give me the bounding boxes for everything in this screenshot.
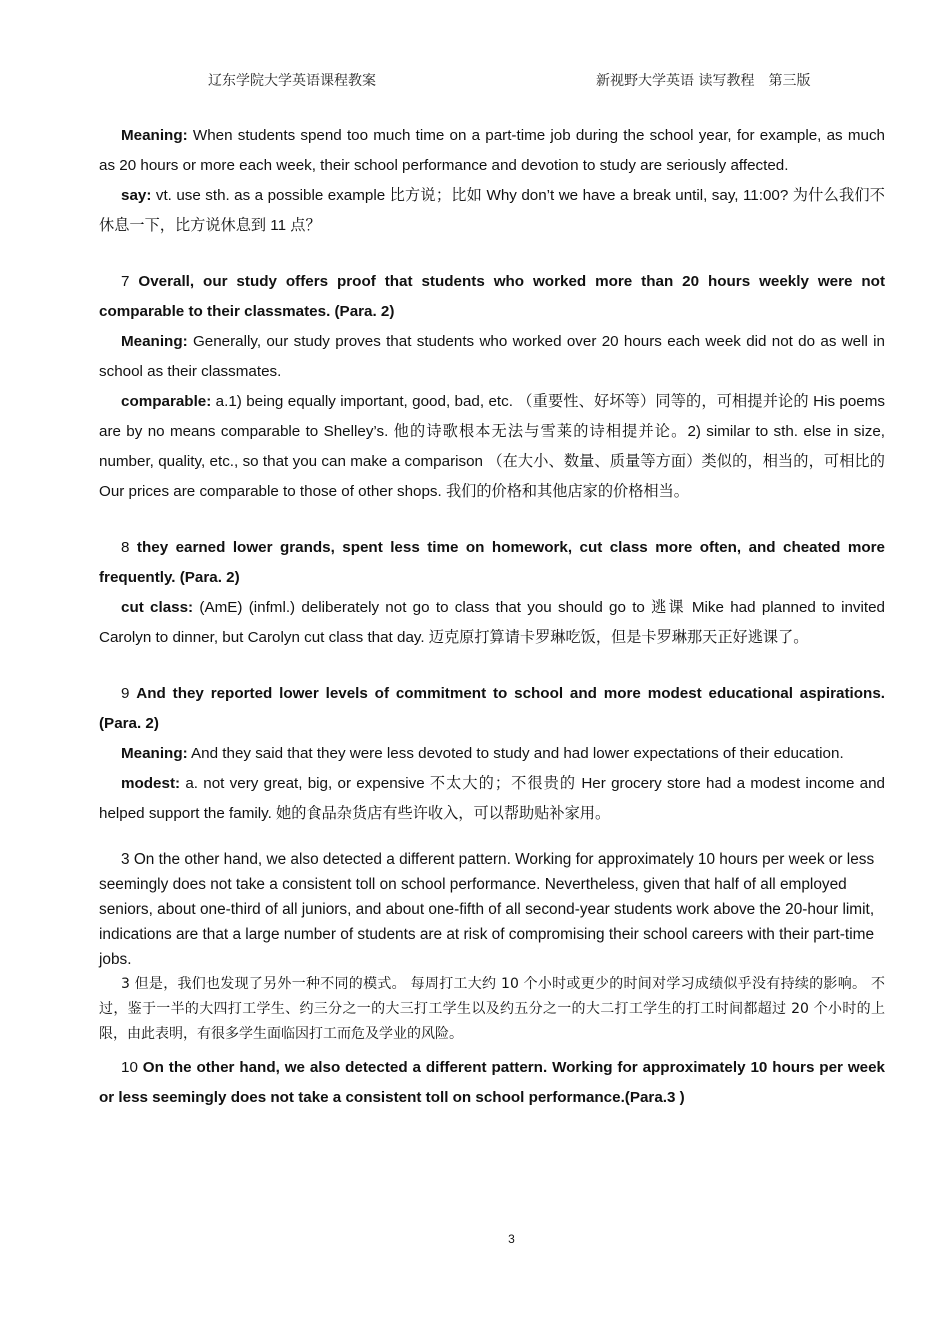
paragraph-3-chinese: 3 但是，我们也发现了另外一种不同的模式。 每周打工大约 10 个小时或更少的时间对学习成绩似乎没有持续的影响。 不过，鉴于一半的大四打工学生、约三分之一的大三打工学生以及约五分之一的大二打工学生的打工时间都超过 20 个小时的上限，由此表明，有很多学生面临因打工而危及学业的风险。 [99, 976, 885, 1042]
page-content [99, 121, 885, 1113]
vocab-term: say: [121, 187, 152, 204]
vocab-definition: vt. use sth. as a possible example 比方说；比如 Why don’t we have a break until, say, 11:00? 为什么我们不休息一下，比方说休息到 11 点？ [99, 187, 885, 234]
meaning-label: Meaning: [121, 333, 188, 350]
sentence-number: 7 [121, 273, 139, 290]
header-right: 新视野大学英语 读写教程 第三版 [596, 73, 811, 89]
vocab-say [99, 181, 885, 241]
meaning-note [99, 121, 885, 181]
sentence-number: 10 [121, 1059, 143, 1076]
meaning-text: Generally, our study proves that students who worked over 20 hours each week did not do as well in school as their classmates. [99, 333, 885, 380]
sentence-9 [99, 679, 885, 739]
meaning-label: Meaning: [121, 127, 188, 144]
vocab-comparable [99, 387, 885, 507]
vocab-definition: (AmE) (infml.) deliberately not go to class that you should go to 逃课 Mike had planned to invited Carolyn to dinner, but Carolyn cut class that day. 迈克原打算请卡罗琳吃饭，但是卡罗琳那天正好逃课了。 [99, 599, 885, 646]
meaning-note [99, 739, 885, 769]
sentence-7 [99, 267, 885, 327]
meaning-text: And they said that they were less devoted to study and had lower expectations of their education. [187, 745, 844, 762]
vocab-term: comparable: [121, 393, 212, 410]
sentence-8 [99, 533, 885, 593]
page-number: 3 [508, 1232, 515, 1246]
sentence-10 [99, 1053, 885, 1113]
vocab-term: cut class: [121, 599, 194, 616]
vocab-cut-class [99, 593, 885, 653]
meaning-text: When students spend too much time on a part-time job during the school year, for example, as much as 20 hours or more each week, their school performance and devotion to study are seriously affected. [99, 127, 885, 174]
paragraph-3-english: 3 On the other hand, we also detected a different pattern. Working for approximately 10 hours per week or less seemingly does not take a consistent toll on school performance. Nevertheless, given that half of all employed seniors, about one-third of all juniors, and about one-fifth of all second-year students work above the 20-hour limit, indications are that a large number of students are at risk of compromising their school careers with their part-time jobs. [99, 851, 875, 968]
sentence-number: 9 [121, 685, 137, 702]
sentence-number: 8 [121, 539, 137, 556]
header-left: 辽东学院大学英语课程教案 [208, 73, 376, 89]
meaning-note [99, 327, 885, 387]
vocab-term: modest: [121, 775, 181, 792]
vocab-modest [99, 769, 885, 829]
vocab-definition: a.1) being equally important, good, bad, etc. （重要性、好坏等）同等的，可相提并论的 His poems are by no means comparable to Shelley’s. 他的诗歌根本无法与雪莱的诗相提并论。2) similar to sth. else in size, number, quality, etc., so that you can make a comparison （在大小、数量、质量等方面）类似的，相当的，可相比的 Our prices are comparable to those of other shops. 我们的价格和其他店家的价格相当。 [99, 393, 885, 500]
sentence-text: they earned lower grands, spent less time on homework, cut class more often, and cheated more frequently. (Para. 2) [99, 539, 885, 586]
meaning-label: Meaning: [121, 745, 188, 762]
sentence-text: On the other hand, we also detected a different pattern. Working for approximately 10 hours per week or less seemingly does not take a consistent toll on school performance.(Para.3 ) [99, 1059, 885, 1106]
vocab-definition: a. not very great, big, or expensive 不太大的；不很贵的 Her grocery store had a modest income and helped support the family. 她的食品杂货店有些许收入，可以帮助贴补家用。 [99, 775, 885, 822]
sentence-text: Overall, our study offers proof that students who worked more than 20 hours weekly were not comparable to their classmates. (Para. 2) [99, 273, 885, 320]
sentence-text: And they reported lower levels of commitment to school and more modest educational aspirations. (Para. 2) [99, 685, 885, 732]
